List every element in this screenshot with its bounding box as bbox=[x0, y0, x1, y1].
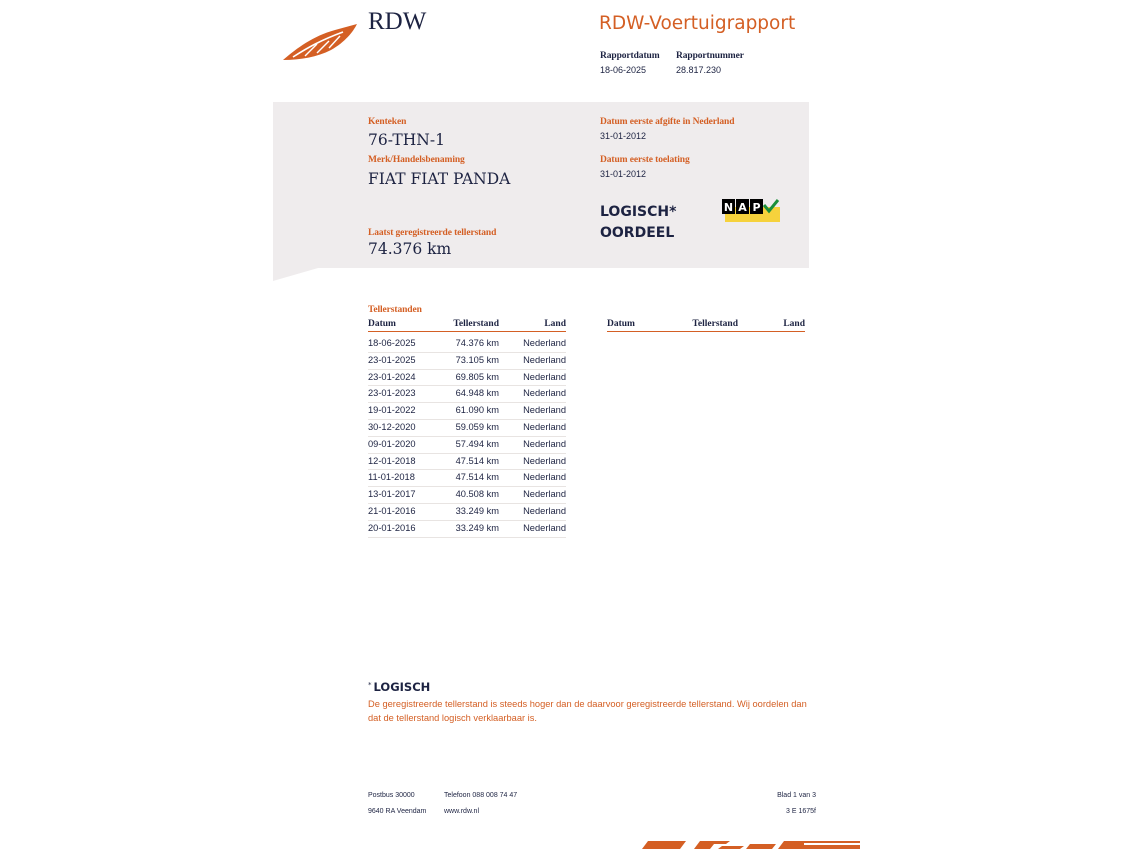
table-header bbox=[368, 319, 566, 332]
cell-country: Nederland bbox=[523, 472, 566, 483]
footer-stripe-decoration bbox=[636, 841, 860, 849]
cell-odometer: 69.805 km bbox=[455, 371, 499, 382]
plate-value: 76-THN-1 bbox=[368, 131, 445, 149]
cell-country: Nederland bbox=[523, 422, 566, 432]
table-row bbox=[368, 385, 566, 403]
verdict-line-2: OORDEEL bbox=[600, 225, 675, 241]
note-title-text: LOGISCH bbox=[373, 680, 431, 694]
cell-country: Nederland bbox=[523, 489, 566, 500]
table-row bbox=[368, 520, 566, 538]
cell-country: Nederland bbox=[523, 338, 566, 348]
cell-odometer: 74.376 km bbox=[455, 338, 499, 348]
cell-date: 23-01-2024 bbox=[368, 371, 416, 382]
nap-letter-n: N bbox=[723, 201, 734, 214]
table-row bbox=[368, 369, 566, 387]
footer-phone: Telefoon 088 008 74 47 bbox=[444, 792, 518, 799]
cell-date: 18-06-2025 bbox=[368, 338, 416, 348]
cell-odometer: 33.249 km bbox=[455, 522, 499, 533]
table-header-right bbox=[607, 319, 805, 332]
verdict bbox=[600, 202, 676, 244]
nap-logo-icon bbox=[722, 199, 780, 222]
table-row bbox=[368, 419, 566, 437]
cell-country: Nederland bbox=[523, 522, 566, 533]
cell-odometer: 61.090 km bbox=[455, 405, 499, 416]
footer-page-number: Blad 1 van 3 bbox=[777, 792, 816, 799]
cell-country: Nederland bbox=[523, 405, 566, 416]
footer-website[interactable]: www.rdw.nl bbox=[444, 808, 480, 815]
cell-date: 11-01-2018 bbox=[368, 472, 415, 483]
table-row bbox=[368, 352, 566, 370]
report-date: 18-06-2025 bbox=[600, 65, 647, 75]
report-number-label: Rapportnummer bbox=[676, 51, 744, 61]
first-issue-nl-value: 31-01-2012 bbox=[600, 131, 647, 141]
cell-date: 09-01-2020 bbox=[368, 438, 416, 449]
cell-country: Nederland bbox=[523, 438, 566, 449]
col-country-header-right: Land bbox=[783, 319, 805, 329]
make-label: Merk/Handelsbenaming bbox=[368, 155, 465, 165]
cell-odometer: 73.105 km bbox=[455, 354, 499, 365]
table-row bbox=[368, 402, 566, 420]
cell-date: 19-01-2022 bbox=[368, 405, 416, 416]
odometer-value: 74.376 km bbox=[368, 240, 452, 258]
col-odometer-header-right: Tellerstand bbox=[692, 319, 738, 329]
cell-date: 30-12-2020 bbox=[368, 422, 416, 432]
table-row bbox=[368, 486, 566, 504]
cell-date: 13-01-2017 bbox=[368, 489, 416, 500]
cell-date: 12-01-2018 bbox=[368, 455, 416, 466]
cell-odometer: 33.249 km bbox=[455, 506, 499, 516]
make-value: FIAT FIAT PANDA bbox=[368, 170, 511, 188]
col-country-header: Land bbox=[544, 319, 566, 329]
cell-country: Nederland bbox=[523, 388, 566, 399]
note-title bbox=[368, 680, 430, 694]
col-date-header: Datum bbox=[368, 319, 396, 329]
readings-table-left bbox=[368, 319, 566, 549]
readings-title: Tellerstanden bbox=[368, 305, 422, 315]
cell-odometer: 47.514 km bbox=[455, 455, 499, 466]
table-row bbox=[368, 469, 566, 487]
cell-date: 23-01-2025 bbox=[368, 354, 416, 365]
footer-postbus: Postbus 30000 bbox=[368, 792, 415, 799]
first-admission-label: Datum eerste toelating bbox=[600, 155, 690, 165]
footer-code: 3 E 1675f bbox=[786, 808, 816, 815]
first-admission-value: 31-01-2012 bbox=[600, 169, 647, 179]
odometer-label: Laatst geregistreerde tellerstand bbox=[368, 228, 497, 238]
report-title: RDW-Voertuigrapport bbox=[599, 13, 796, 34]
nap-letter-a: A bbox=[738, 201, 747, 214]
cell-odometer: 47.514 km bbox=[455, 472, 499, 483]
plate-label: Kenteken bbox=[368, 117, 407, 127]
footer-address: 9640 RA Veendam bbox=[368, 808, 427, 815]
note-marker: * bbox=[368, 681, 372, 689]
col-odometer-header: Tellerstand bbox=[453, 319, 499, 329]
nap-letter-p: P bbox=[752, 201, 761, 214]
verdict-line-1: LOGISCH* bbox=[600, 204, 677, 220]
cell-country: Nederland bbox=[523, 371, 566, 382]
cell-date: 20-01-2016 bbox=[368, 522, 416, 533]
cell-country: Nederland bbox=[523, 506, 566, 516]
table-row bbox=[368, 453, 566, 471]
rdw-logo-icon bbox=[283, 22, 357, 62]
first-issue-nl-label: Datum eerste afgifte in Nederland bbox=[600, 117, 735, 127]
table-row bbox=[368, 335, 566, 353]
report-number: 28.817.230 bbox=[676, 65, 722, 75]
cell-odometer: 64.948 km bbox=[455, 388, 499, 399]
panel-tab bbox=[273, 266, 325, 281]
cell-country: Nederland bbox=[523, 455, 566, 466]
cell-odometer: 59.059 km bbox=[455, 422, 499, 432]
readings-table-right bbox=[607, 319, 805, 333]
col-date-header-right: Datum bbox=[607, 319, 635, 329]
cell-date: 21-01-2016 bbox=[368, 506, 416, 516]
table-row bbox=[368, 436, 566, 454]
brand-name: RDW bbox=[368, 8, 427, 35]
cell-date: 23-01-2023 bbox=[368, 388, 416, 399]
cell-odometer: 57.494 km bbox=[455, 438, 499, 449]
report-date-label: Rapportdatum bbox=[600, 51, 660, 61]
cell-country: Nederland bbox=[523, 354, 566, 365]
table-row bbox=[368, 503, 566, 521]
cell-odometer: 40.508 km bbox=[455, 489, 499, 500]
note-text: De geregistreerde tellerstand is steeds hoger dan de daarvoor geregistreerde tellerstand. Wij oordelen dan dat de tellerstand logisch verklaarbaar is. bbox=[368, 699, 807, 723]
